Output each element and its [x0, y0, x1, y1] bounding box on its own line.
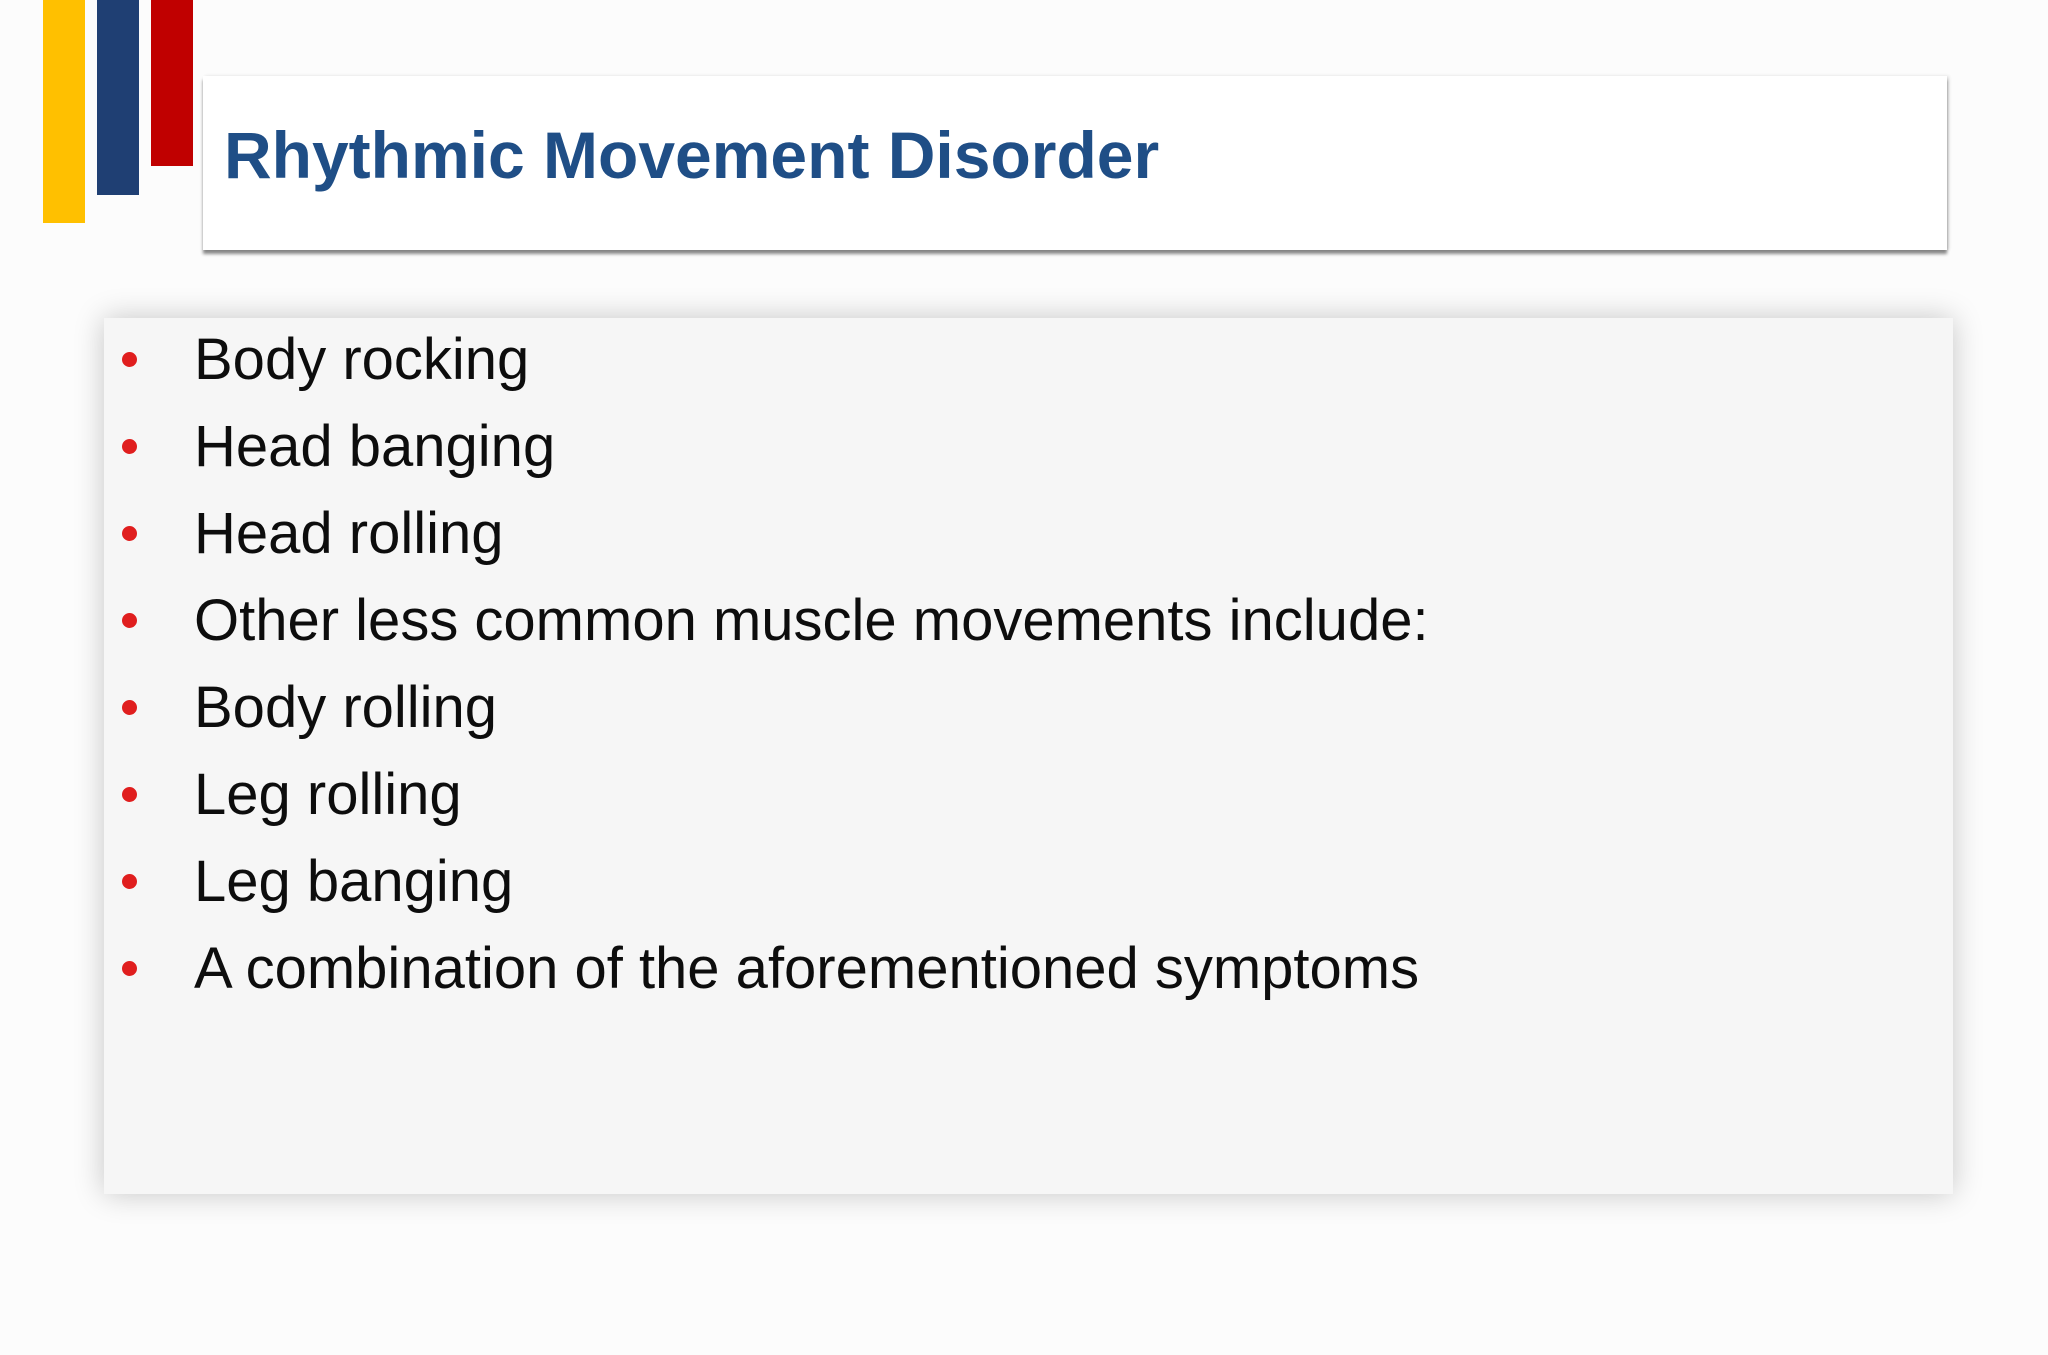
list-item [104, 759, 1953, 839]
bullet-icon [122, 352, 137, 367]
accent-bar-blue [97, 0, 139, 195]
list-item-text: A combination of the aforementioned symptoms [194, 936, 1420, 1001]
list-item-text: Leg banging [194, 849, 514, 914]
list-item [104, 933, 1953, 1013]
bullet-icon [122, 700, 137, 715]
list-item [104, 324, 1953, 404]
list-item [104, 846, 1953, 926]
list-item [104, 585, 1953, 665]
list-item [104, 498, 1953, 578]
list-item-text: Body rocking [194, 327, 530, 392]
slide-title: Rhythmic Movement Disorder [224, 118, 1160, 192]
list-item-text: Head rolling [194, 501, 504, 566]
list-item [104, 672, 1953, 752]
accent-bar-yellow [43, 0, 85, 223]
bullet-icon [122, 874, 137, 889]
list-item-text: Body rolling [194, 675, 498, 740]
bullet-icon [122, 787, 137, 802]
list-item-text: Head banging [194, 414, 556, 479]
bullet-icon [122, 439, 137, 454]
bullet-icon [122, 526, 137, 541]
title-box [203, 76, 1947, 250]
bullet-icon [122, 613, 137, 628]
accent-bar-red [151, 0, 193, 166]
content-box [104, 318, 1953, 1194]
list-item-text: Other less common muscle movements include: [194, 588, 1429, 653]
bullet-icon [122, 961, 137, 976]
list-item [104, 411, 1953, 491]
list-item-text: Leg rolling [194, 762, 462, 827]
